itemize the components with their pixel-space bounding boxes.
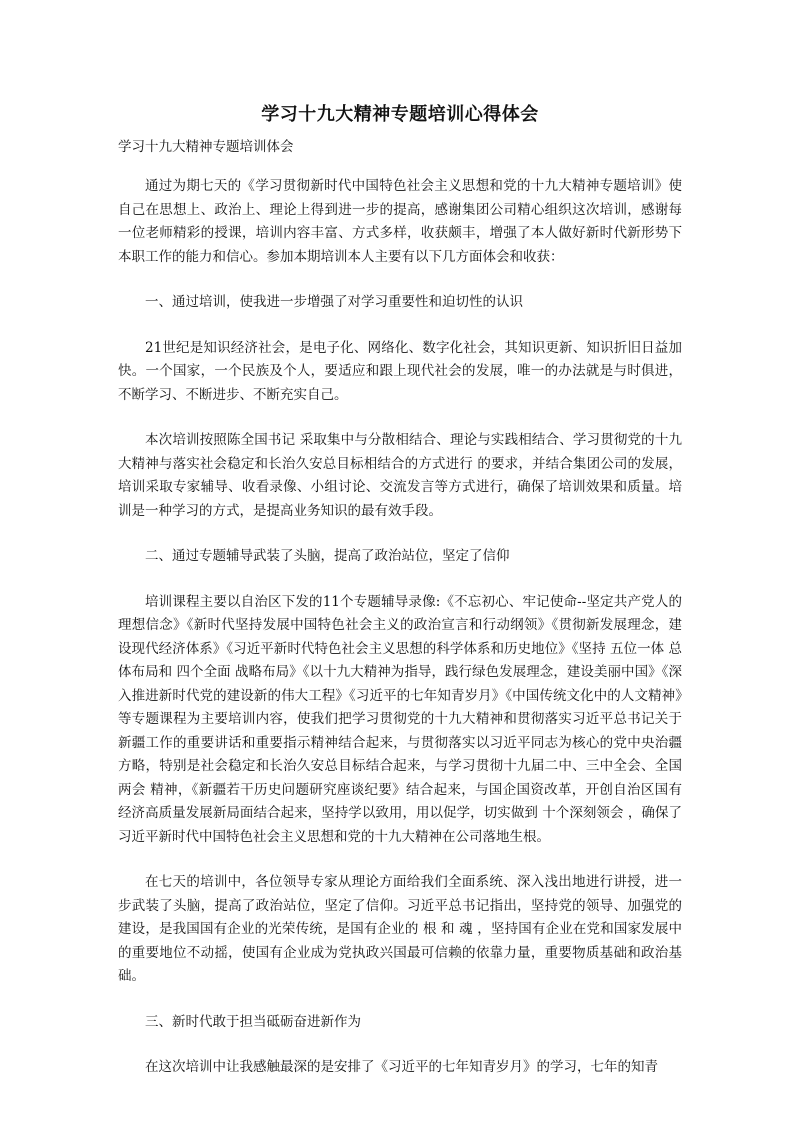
section-heading-3: 三、新时代敢于担当砥砺奋进新作为 [145, 1013, 361, 1030]
section-heading-1: 一、通过培训，使我进一步增强了对学习重要性和迫切性的认识 [145, 294, 523, 310]
document-subtitle: 学习十九大精神专题培训体会 [118, 139, 294, 155]
paragraph-training-method: 本次培训按照陈全国书记 采取集中与分散相结合、理论与实践相结合、学习贯彻党的十九大精神与落实社会稳定和长治久安总目标相结合的方式进行 的要求，并结合集团公司的发展，培训采取专家辅导、收看录像、小组讨论、交流发言等方式进行，确保了培训效果和质量。培训是一种学习的方式，是提高业务知识的最有效手段。 [118, 432, 682, 519]
paragraph-seven-days: 在七天的培训中，各位领导专家从理论方面给我们全面系统、深入浅出地进行讲授，进一步武装了头脑，提高了政治站位，坚定了信仰。习近平总书记指出，坚持党的领导、加强党的建设，是我国国有企业的光荣传统，是国有企业的 根 和 魂 ，坚持国有企业在党和国家发展中的重要地位不动摇，使国有企业成为党执政兴国最可信赖的依靠力量，重要物质基础和政治基础。 [118, 874, 682, 984]
paragraph-training-courses: 培训课程主要以自治区下发的11个专题辅导录像:《不忘初心、牢记使命--坚定共产党人的理想信念》《新时代坚持发展中国特色社会主义的政治宣言和行动纲领》《贯彻新发展理念，建设现代经济体系》《习近平新时代特色社会主义思想的科学体系和历史地位》《坚持 五位一体 总体布局和 四个全面 战略布局》《以十九大精神为指导，践行绿色发展理念，建设美丽中国》《深入推进新时代党的建设新的伟大工程》《习近平的七年知青岁月》《中国传统文化中的人文精神》等专题课程为主要培训内容，使我们把学习贯彻党的十九大精神和贯彻落实习近平总书记关于新疆工作的重要讲话和重要指示精神结合起来，与贯彻落实以习近平同志为核心的党中央治疆方略，特别是社会稳定和长治久安总目标结合起来，与学习贯彻十九届二中、三中全会、全国 两会 精神，《新疆若干历史问题研究座谈纪要》结合起来，与国企国资改革，开创自治区国有经济高质量发展新局面结合起来，坚持学以致用，用以促学，切实做到 十个深刻领会 ，确保了习近平新时代中国特色社会主义思想和党的十九大精神在公司落地生根。 [118, 593, 682, 845]
section-heading-2: 二、通过专题辅导武装了头脑，提高了政治站位，坚定了信仰 [145, 548, 510, 564]
paragraph-zhiqing: 在这次培训中让我感触最深的是安排了《习近平的七年知青岁月》的学习，七年的知青 [145, 1059, 658, 1075]
document-title: 学习十九大精神专题培训心得体会 [261, 104, 539, 125]
paragraph-knowledge-economy: 21世纪是知识经济社会，是电子化、网络化、数字化社会，其知识更新、知识折旧日益加快。一个国家，一个民族及个人，要适应和跟上现代社会的发展，唯一的办法就是与时俱进，不断学习、不断进步、不断充实自己。 [118, 339, 682, 403]
paragraph-intro: 通过为期七天的《学习贯彻新时代中国特色社会主义思想和党的十九大精神专题培训》使自己在思想上、政治上、理论上得到进一步的提高，感谢集团公司精心组织这次培训，感谢每一位老师精彩的授课，培训内容丰富、方式多样，收获颇丰，增强了本人做好新时代新形势下本职工作的能力和信心。参加本期培训本人主要有以下几方面体会和收获： [118, 178, 682, 265]
document-page [118, 100, 682, 1102]
